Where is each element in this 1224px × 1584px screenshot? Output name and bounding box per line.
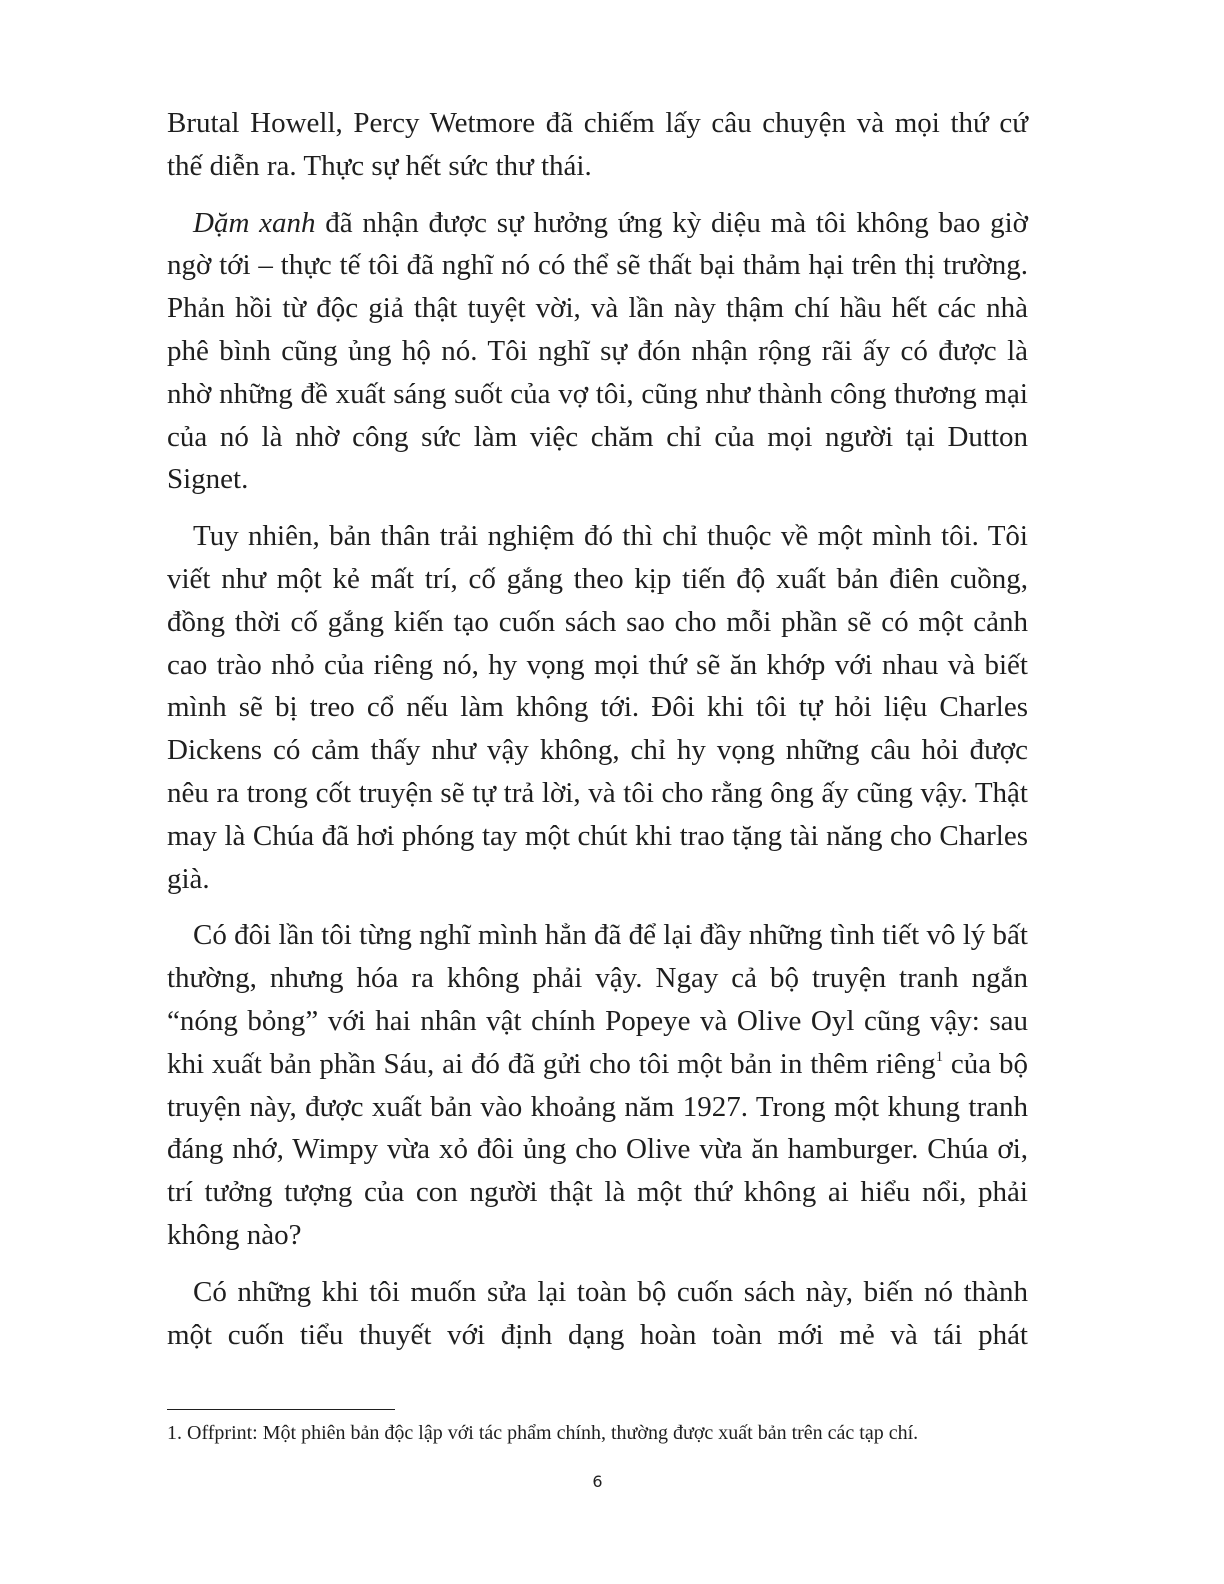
paragraph-4-text-start: Có đôi lần tôi từng nghĩ mình hẳn đã để lại đầy những tình tiết vô lý bất thường, nhưng hóa ra không phải vậy. Ngay cả bộ truyện tranh ngắn “nóng bỏng” với hai nhân vật chính Popeye và Olive Oyl cũng vậy: sau khi xuất bản phần Sáu, ai đó đã gửi cho tôi một bản in thêm riêng xyxy=(167,919,1028,1080)
paragraph-2 xyxy=(167,202,1028,502)
paragraph-2-text: đã nhận được sự hưởng ứng kỳ diệu mà tôi không bao giờ ngờ tới – thực tế tôi đã nghĩ nó có thể sẽ thất bại thảm hại trên thị trường. Phản hồi từ độc giả thật tuyệt vời, và lần này thậm chí hầu hết các nhà phê bình cũng ủng hộ nó. Tôi nghĩ sự đón nhận rộng rãi ấy có được là nhờ những đề xuất sáng suốt của vợ tôi, cũng như thành công thương mại của nó là nhờ công sức làm việc chăm chỉ của mọi người tại Dutton Signet. xyxy=(167,206,1028,496)
footnote-reference: 1 xyxy=(935,1048,944,1065)
page-body xyxy=(167,102,1028,1356)
paragraph-1: Brutal Howell, Percy Wetmore đã chiếm lấy câu chuyện và mọi thứ cứ thế diễn ra. Thực sự hết sức thư thái. xyxy=(167,107,1028,182)
footnote-divider xyxy=(167,1409,395,1410)
paragraph-5: Có những khi tôi muốn sửa lại toàn bộ cuốn sách này, biến nó thành một cuốn tiểu thuyết với định dạng hoàn toàn mới mẻ và tái phát xyxy=(167,1275,1028,1351)
book-title: Dặm xanh xyxy=(193,206,316,239)
paragraph-4 xyxy=(167,914,1028,1256)
paragraph-3: Tuy nhiên, bản thân trải nghiệm đó thì chỉ thuộc về một mình tôi. Tôi viết như một kẻ mất trí, cố gắng theo kịp tiến độ xuất bản điên cuồng, đồng thời cố gắng kiến tạo cuốn sách sao cho mỗi phần sẽ có một cảnh cao trào nhỏ của riêng nó, hy vọng mọi thứ sẽ ăn khớp với nhau và biết mình sẽ bị treo cổ nếu làm không tới. Đôi khi tôi tự hỏi liệu Charles Dickens có cảm thấy như vậy không, chỉ hy vọng những câu hỏi được nêu ra trong cốt truyện sẽ tự trả lời, và tôi cho rằng ông ấy cũng vậy. Thật may là Chúa đã hơi phóng tay một chút khi trao tặng tài năng cho Charles già. xyxy=(167,520,1028,895)
paragraph-4-text-end: của bộ truyện này, được xuất bản vào khoảng năm 1927. Trong một khung tranh đáng nhớ, Wimpy vừa xỏ đôi ủng cho Olive vừa ăn hamburger. Chúa ơi, trí tưởng tượng của con người thật là một thứ không ai hiểu nổi, phải không nào? xyxy=(167,1047,1028,1251)
footnote: 1. Offprint: Một phiên bản độc lập với tác phẩm chính, thường được xuất bản trên các tạp chí. xyxy=(167,1422,919,1444)
page-number: 6 xyxy=(592,1472,603,1491)
